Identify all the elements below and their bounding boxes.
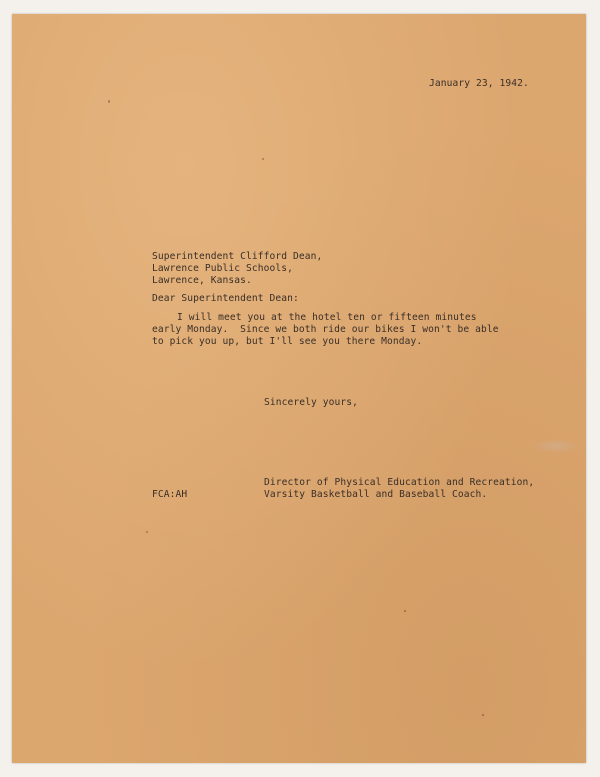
signature-title-line-2: Varsity Basketball and Baseball Coach.	[264, 489, 488, 500]
paper-speck	[146, 531, 148, 533]
paper-speck	[108, 100, 110, 103]
recipient-line-2: Lawrence Public Schools,	[152, 263, 294, 274]
closing: Sincerely yours,	[264, 397, 359, 408]
signature-title-line-1: Director of Physical Education and Recreation,	[264, 477, 535, 488]
body-line-3: to pick you up, but I'll see you there Monday.	[152, 336, 423, 347]
paper-speck	[482, 714, 484, 716]
recipient-line-1: Superintendent Clifford Dean,	[152, 251, 323, 262]
typist-initials: FCA:AH	[152, 489, 188, 500]
body-line-1: I will meet you at the hotel ten or fifteen minutes	[177, 312, 477, 323]
paper-speck	[404, 610, 406, 612]
paper-speck	[262, 158, 264, 160]
body-line-2: early Monday. Since we both ride our bikes I won't be able	[152, 324, 499, 335]
paper-smudge	[532, 439, 580, 453]
recipient-line-3: Lawrence, Kansas.	[152, 275, 252, 286]
salutation: Dear Superintendent Dean:	[152, 293, 299, 304]
letter-page	[12, 14, 586, 763]
letter-date: January 23, 1942.	[429, 78, 529, 89]
